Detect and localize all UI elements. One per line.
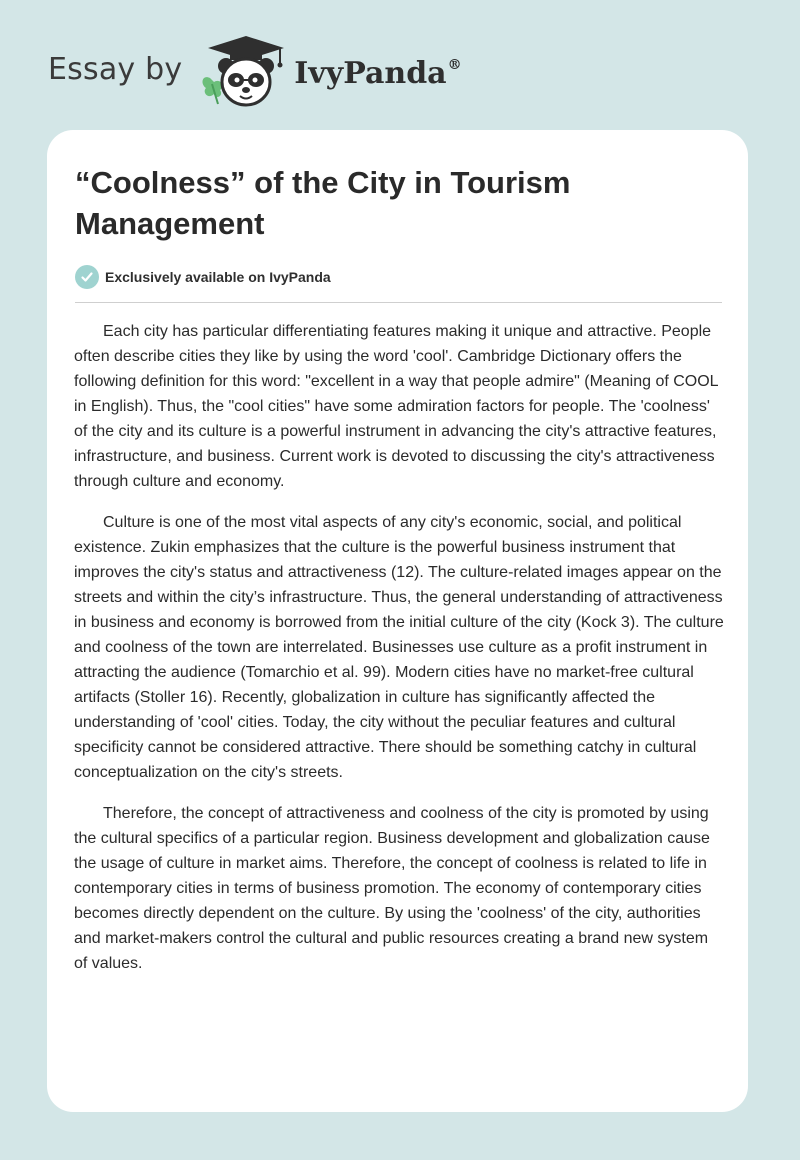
brand-prefix: Essay by <box>48 51 183 87</box>
page-title: “Coolness” of the City in Tourism Management <box>75 165 571 241</box>
essay-card <box>47 130 748 1112</box>
panda-graduate-icon <box>196 34 290 110</box>
paragraph: Therefore, the concept of attractiveness and coolness of the city is promoted by using the cultural specifics of a particular region. Business development and globalization cause the usage of culture in market aims. Therefore, the concept of coolness is related to life in contemporary cities in terms of business promotion. The economy of contemporary cities becomes directly dependent on the culture. By using the 'coolness' of the city, authorities and market-makers control the cultural and public resources creating a brand new system of values. <box>74 805 710 972</box>
brand-name: IvyPanda® <box>294 55 462 91</box>
badge-label: Exclusively available on IvyPanda <box>105 269 331 285</box>
paragraph: Culture is one of the most vital aspects of any city's economic, social, and political existence. Zukin emphasizes that the culture is the powerful business instrument that improves the city's status and attractiveness (12). The culture-related images appear on the streets and within the city’s infrastructure. Thus, the general understanding of attractiveness in business and economy is borrowed from the initial culture of the city (Kock 3). The culture and coolness of the town are interrelated. Businesses use culture as a profit instrument in attracting the audience (Tomarchio et al. 99). Modern cities have no market-free cultural artifacts (Stoller 16). Recently, globalization in culture has significantly affected the understanding of 'cool' cities. Today, the city without the peculiar features and cultural specificity cannot be considered attractive. There should be something catchy in cultural conceptualization on the city's streets. <box>74 514 724 781</box>
check-circle-icon <box>75 265 99 289</box>
registered-mark: ® <box>447 56 462 73</box>
exclusive-badge <box>75 265 331 289</box>
paragraph: Each city has particular differentiating features making it unique and attractive. People often describe cities they like by using the word 'cool'. Cambridge Dictionary offers the following definition for this word: "excellent in a way that people admire" (Meaning of COOL in English). Thus, the "cool cities" have some admiration factors for people. The 'coolness' of the city and its culture is a powerful instrument in advancing the city's attractive features, infrastructure, and business. Current work is devoted to discussing the city's attractiveness through culture and economy. <box>74 323 718 490</box>
divider <box>75 302 722 303</box>
essay-body <box>74 319 724 992</box>
site-brand[interactable] <box>48 34 462 110</box>
